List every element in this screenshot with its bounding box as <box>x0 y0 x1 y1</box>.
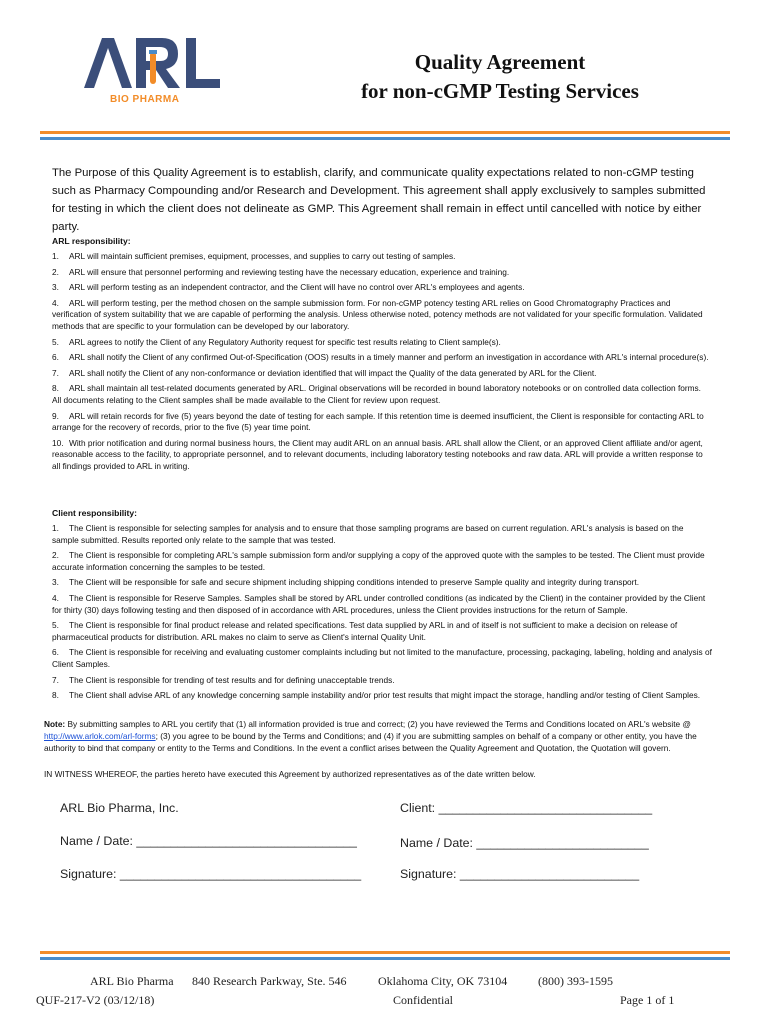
header-rule-blue <box>40 137 730 140</box>
list-item: 8. ARL shall maintain all test-related documents generated by ARL. Original observations will be recorded in bound laboratory notebooks or on controlled data collection forms. All documents relating to the Client samples shall be made available to the Client for review upon request. <box>52 383 701 405</box>
footer-page-number: Page 1 of 1 <box>620 993 675 1007</box>
witness-statement: IN WITNESS WHEREOF, the parties hereto have executed this Agreement by authorized representatives as of the date written below. <box>44 769 536 779</box>
footer-rule-blue <box>40 957 730 960</box>
client-section-heading: Client responsibility: <box>52 508 137 518</box>
footer-address: 840 Research Parkway, Ste. 546 <box>192 974 347 988</box>
header-rule-orange <box>40 131 730 134</box>
arl-logo <box>80 30 225 110</box>
footer-confidential: Confidential <box>393 993 453 1007</box>
left-name-date-field[interactable]: Name / Date: ________________________________ <box>60 834 357 848</box>
left-company-name: ARL Bio Pharma, Inc. <box>60 801 179 815</box>
footer-rule-orange <box>40 951 730 954</box>
list-item: 9. ARL will retain records for five (5) years beyond the date of testing for each sample. If this retention time is deemed insufficient, the Client is responsible for contacting ARL to arrange for the recovery of records, prior to the five (5) year time point. <box>52 410 704 433</box>
footer-phone: (800) 393-1595 <box>538 974 613 988</box>
client-responsibility-section <box>52 508 712 702</box>
right-signature-field[interactable]: Signature: __________________________ <box>400 867 640 881</box>
list-item: 1. ARL will maintain sufficient premises, equipment, processes, and supplies to carry out testing of samples. <box>52 251 456 261</box>
title-line-1: Quality Agreement <box>414 50 586 74</box>
note-label: Note: <box>44 719 66 729</box>
list-item: 1. The Client is responsible for selecting samples for analysis and to ensure that those sampling programs are based on current regulation. ARL's analysis is based on the sample submitted. Results reported only relate to the sample that was tested. <box>52 523 684 545</box>
arl-items-list <box>52 251 712 473</box>
list-item: 2. ARL will ensure that personnel performing and reviewing testing have the necessary education, experience and training. <box>52 266 510 277</box>
left-signature-field[interactable]: Signature: ___________________________________ <box>60 867 362 881</box>
list-item: 7. The Client is responsible for trending of test results and for defining unacceptable trends. <box>52 674 395 685</box>
footer-city: Oklahoma City, OK 73104 <box>378 974 508 988</box>
list-item: 6. ARL shall notify the Client of any confirmed Out-of-Specification (OOS) results in a timely manner and perform an investigation in accordance with ARL's internal procedure(s). <box>52 352 709 363</box>
list-item: 6. The Client is responsible for receiving and evaluating customer complaints including but not limited to the manufacture, processing, packaging, labeling, holding and analysis of Client Samples. <box>52 647 712 669</box>
client-items-list <box>52 523 712 702</box>
purpose-paragraph: The Purpose of this Quality Agreement is to establish, clarify, and communicate quality expectations related to non-cGMP testing such as Pharmacy Compounding and/or Research and Development. This agreement shall apply exclusively to samples submitted for testing in which the client does not delineate as GMP. This Agreement shall remain in effect until cancelled with notice by either party. <box>52 167 706 233</box>
list-item: 4. ARL will perform testing, per the method chosen on the sample submission form. For non-cGMP potency testing ARL relies on Good Chromatography Practices and verification of system suitability that we are capable of performing the analysis. Unless otherwise noted, potency methods are not validated for your specific formulation. Validated methods that are specific to your formulation can be developed by our laboratory. <box>52 297 703 331</box>
document-title <box>300 48 700 106</box>
list-item: 8. The Client shall advise ARL of any knowledge concerning sample instability and/or prior test results that might impact the storage, handling and/or testing of Client Samples. <box>52 690 701 701</box>
title-line-2: for non-cGMP Testing Services <box>361 79 639 103</box>
list-item: 5. The Client is responsible for final product release and related specifications. Test data supplied by ARL in and of itself is not sufficient to make a decision on release of pharmaceutical products for distribution. ARL makes no claim to serve as Client's internal Quality Unit. <box>52 620 678 642</box>
list-item: 10. With prior notification and during normal business hours, the Client may audit ARL on an annual basis. ARL shall allow the Client, or an approved Client affiliate and/or agent, reasonable access to the facility, to appropriate personnel, and to relevant documents, including laboratory testing notebooks and raw data. ARL will provide a written response to all findings provided to ARL in writing. <box>52 437 703 471</box>
arl-responsibility-section <box>52 236 712 473</box>
footer-company: ARL Bio Pharma <box>90 974 174 988</box>
terms-link[interactable]: http://www.arlok.com/arl-forms <box>44 731 156 741</box>
list-item: 7. ARL shall notify the Client of any non-conformance or deviation identified that will impact the Quality of the data generated by ARL for the Client. <box>52 367 597 378</box>
arl-section-heading: ARL responsibility: <box>52 236 131 246</box>
note-paragraph: Note: By submitting samples to ARL you certify that (1) all information provided is true and correct; (2) you have reviewed the Terms and Conditions located on ARL's website @ http://www.arlok.com/arl-forms; (3) you agree to be bound by the Terms and Conditions; and (4) if you are submitting samples on behalf of a company or other entity, you have the authority to bind that company or entity to the Terms and Conditions. In the event a conflict arises between the Quality Agreement and Quotation, the Quotation will govern. <box>44 719 697 753</box>
right-name-date-field[interactable]: Name / Date: _________________________ <box>400 836 649 850</box>
list-item: 2. The Client is responsible for completing ARL's sample submission form and/or supplying a copy of the approved quote with the samples to be tested. The Client must provide accurate information concerning the samples to be tested. <box>52 550 705 572</box>
list-item: 3. The Client will be responsible for safe and secure shipment including shipping conditions intended to preserve Sample quality and integrity during transport. <box>52 577 640 588</box>
footer-doc-id: QUF-217-V2 (03/12/18) <box>36 993 155 1007</box>
logo-subtitle: BIO PHARMA <box>110 94 180 105</box>
client-field[interactable]: Client: _______________________________ <box>400 801 653 815</box>
list-item: 3. ARL will perform testing as an independent contractor, and the Client will have no control over ARL's employees and agents. <box>52 282 525 293</box>
list-item: 5. ARL agrees to notify the Client of any Regulatory Authority request for specific test results relating to Client sample(s). <box>52 336 501 347</box>
list-item: 4. The Client is responsible for Reserve Samples. Samples shall be stored by ARL under controlled conditions (as indicated by the Client) in the container provided by the Client for thirty (30) days following testing and then disposed of in accordance with ARL procedures, unless the Client provides instructions for the return of Sample. <box>52 592 706 615</box>
